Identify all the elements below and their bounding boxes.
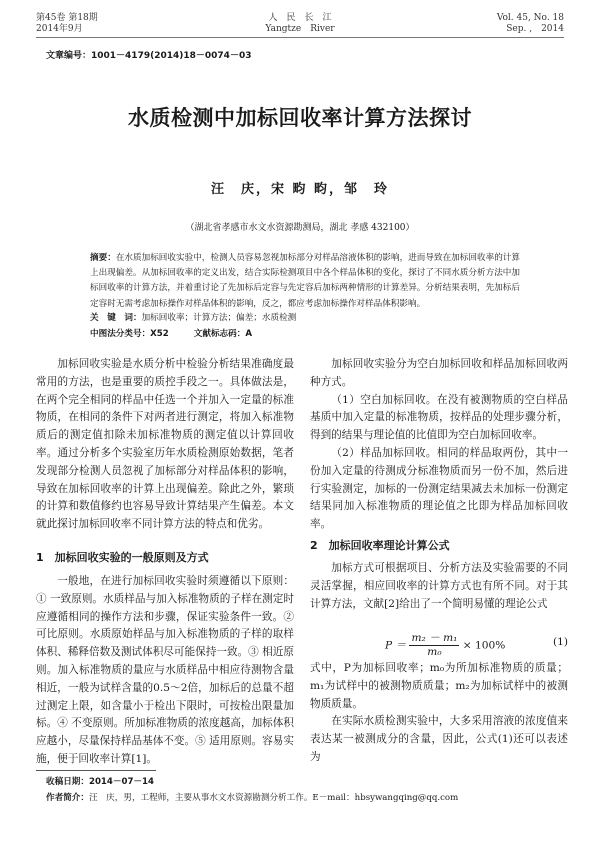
author-list: 汪 庆，宋 畇 畇，邹 玲 [210,182,390,197]
formula-rhs: × 100% [462,639,506,652]
received-date-text: 收稿日期：2014－07－14 [46,777,154,787]
abstract [90,251,520,312]
intro-section [36,356,294,534]
formula-1 [310,632,568,656]
section-2-heading: 2 加标回收率理论计算公式 [310,539,450,552]
formula-fraction [409,632,459,659]
issue-date-label: 2014年9月 [36,24,83,34]
classification [90,327,520,341]
keywords-text: 加标回收率；计算方法；偏差；水质检测 [141,313,297,323]
document-code: 文献标志码：A [193,329,252,339]
blank-spike-paragraph: （1）空白加标回收。在没有被测物质的空白样品基质中加入定量的标准物质，按样品的处理步骤分析，得到的结果与理论值的比值即为空白加标回收率。 [310,393,568,442]
affiliation: （湖北省孝感市水文水资源勘测局，湖北 孝感 432100） [185,223,415,233]
article-number: 文章编号：1001－4179(2014)18－0074－03 [46,51,252,61]
author-bio-label: 作者简介： [46,793,89,803]
journal-name-cn: 人 民 长 江 [268,13,332,23]
paper-title: 水质检测中加标回收率计算方法探讨 [128,106,472,130]
date-en-label: Sep. , 2014 [506,24,564,34]
section-1-heading: 1 加标回收实验的一般原则及方式 [36,551,209,564]
formula-numerator: m₂ － m₁ [411,632,458,644]
abstract-text: 在水质加标回收实验中，检测人员容易忽视加标部分对样品溶液体积的影响，进而导致在加标回收率的计算上出现偏差。从加标回收率的定义出发，结合实际检测项目中各个样品体积的变化，探讨了不同水质分析方法中加标回收率的计算方法，并着重讨论了先加标后定容与先定容后加标两种情形的计算差异。分析结果表明，先加标后定容时无需考虑加标操作对样品体积的影响，反之，都应考虑加标操作对样品体积影响。 [90,253,520,309]
formula-lhs: P ＝ [385,639,407,652]
received-date [46,776,566,789]
section-1-body [36,573,294,769]
formula-variables-paragraph: 式中，P为加标回收率；m₀为所加标准物质的质量；m₁为试样中的被测物质质量；m₂为加标试样中的被测物质质量。 [310,662,568,710]
keywords [90,311,520,325]
section-2-paragraph: 加标方式可根据项目、分析方法及实验需要的不同灵活掌握，相应回收率的计算方式也有所不同。对于其计算方法，文献[2]给出了一个简明易懂的理论公式 [310,562,568,610]
journal-name-en: Yangtze River [265,24,335,34]
formula-restatement-paragraph: 在实际水质检测实验中，大多采用溶液的浓度值来表达某一被测成分的含量，因此，公式(1)还可以表述为 [310,715,568,763]
section-1-paragraph: 一般地，在进行加标回收实验时须遵循以下原则：① 一致原则。水质样品与加入标准物质的子样在测定时应遵循相同的操作方法和步骤，保证实验条件一致。② 可比原则。水质原始样品与加入标准物质的子样的取样体积、稀释倍数及测试体积尽可能保持一致。③ 相近原则。加入标准物质的量应与水质样品中相应待测物含量相近，一般为试样含量的0.5～2倍，加标后的总量不超过测定上限，如含量小于检出下限时，可按检出限量加标。④ 不变原则。所加标准物质的浓度越高，加标体积应越小，尽量保持样品基体不变。⑤ 适用原则。容易实施，便于回收率计算[1]。 [36,575,294,765]
journal-volume-en [497,13,564,35]
clc-number: 中图法分类号：X52 [90,329,169,339]
abstract-label: 摘要： [90,253,116,263]
footnote-rule [36,770,156,771]
formula-denominator: m₀ [427,646,442,658]
volume-issue-label: 第45卷 第18期 [36,13,98,23]
recovery-methods-paragraph: 加标回收实验分为空白加标回收和样品加标回收两种方式。 [310,358,568,388]
section-2-body [310,560,568,613]
formula-explanation [310,660,568,767]
keywords-label: 关 键 词： [90,313,142,323]
sample-spike-paragraph: （2）样品加标回收。相同的样品取两份，其中一份加入定量的待测成分标准物质而另一份不加，然后进行实验测定，加标的一份测定结果减去未加标一份测定结果同加入标准物质的理论值之比即为样品加标回收率。 [310,446,568,531]
volume-en-label: Vol. 45, No. 18 [496,13,564,23]
header-rule [36,37,564,38]
formula-number: (1) [552,636,568,648]
right-intro [310,356,568,534]
author-bio [46,792,566,805]
intro-paragraph: 加标回收实验是水质分析中检验分析结果准确度最常用的方法，也是重要的质控手段之一。具体做法是，在两个完全相同的样品中任选一个并加入一定量的标准物质，在相同的条件下对两者进行测定，将加入标准物质后的测定值扣除未加标准物质的测定值以计算回收率。通过分析多个实验室历年水质检测原始数据，笔者发现部分检测人员忽视了加标部分对样品体积的影响，导致在加标回收率的计算上出现偏差。除此之外，繁琐的计算和数值修约也容易导致计算结果产生偏差。本文就此探讨加标回收率不同计算方法的特点和优劣。 [36,358,294,531]
author-bio-text: 汪 庆，男，工程师，主要从事水文水资源勘测分析工作。E－mail：hbsywangqing@qq.com [88,793,459,803]
